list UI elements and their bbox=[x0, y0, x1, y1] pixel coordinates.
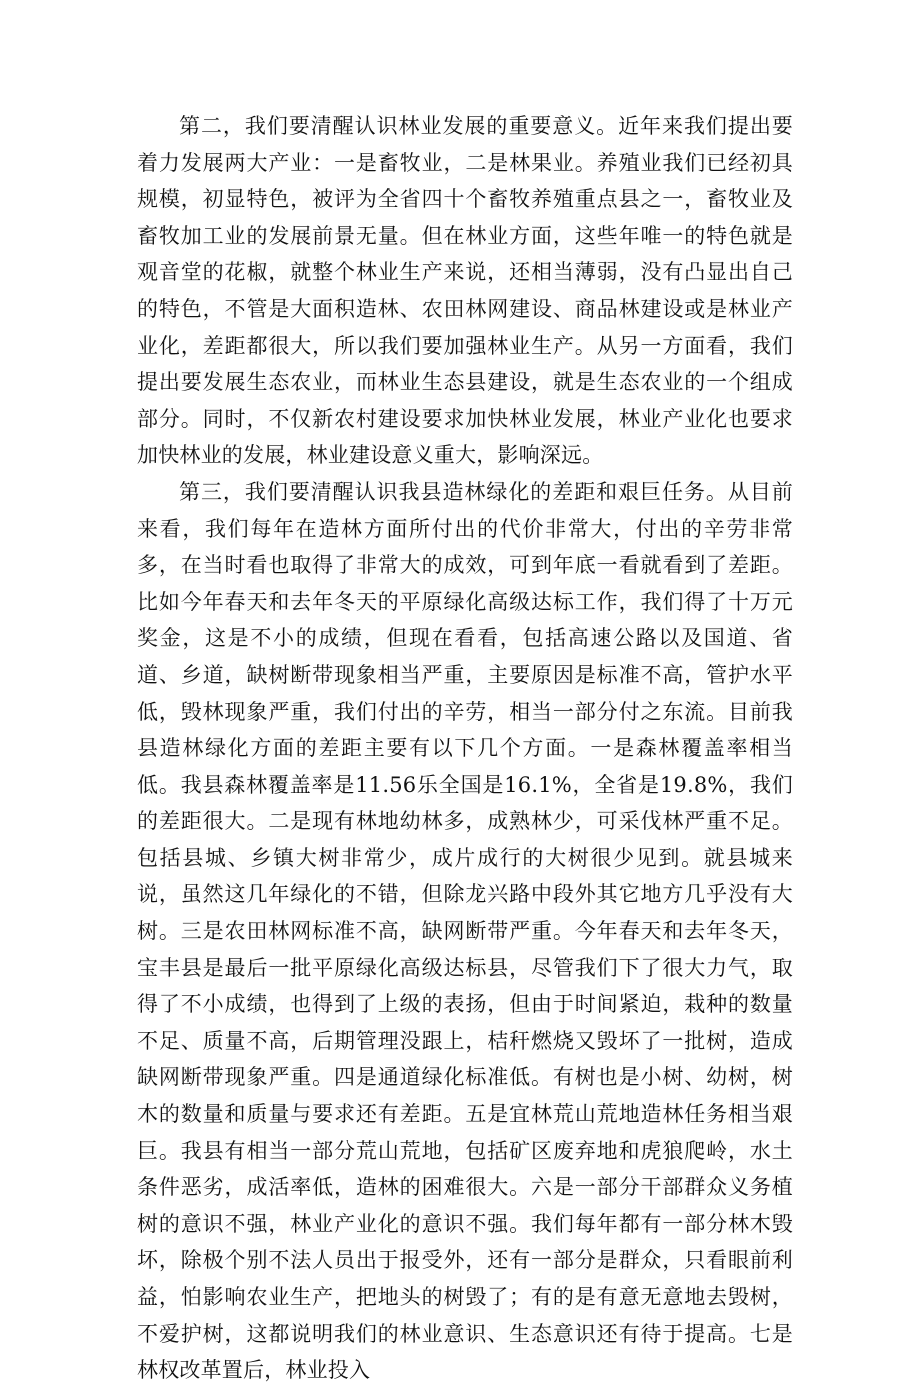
paragraph-second-point: 第二，我们要清醒认识林业发展的重要意义。近年来我们提出要着力发展两大产业：一是畜牧业，二是林果业。养殖业我们已经初具规模，初显特色，被评为全省四十个畜牧养殖重点县之一，畜牧业及畜牧加工业的发展前景无量。但在林业方面，这些年唯一的特色就是观音堂的花椒，就整个林业生产来说，还相当薄弱，没有凸显出自己的特色，不管是大面积造林、农田林网建设、商品林建设或是林业产业化，差距都很大，所以我们要加强林业生产。从另一方面看，我们提出要发展生态农业，而林业生态县建设，就是生态农业的一个组成部分。同时，不仅新农村建设要求加快林业发展，林业产业化也要求加快林业的发展，林业建设意义重大，影响深远。 bbox=[137, 114, 793, 468]
paragraph-third-point: 第三，我们要清醒认识我县造林绿化的差距和艰巨任务。从目前来看，我们每年在造林方面所付出的代价非常大，付出的辛劳非常多，在当时看也取得了非常大的成效，可到年底一看就看到了差距。比如今年春天和去年冬天的平原绿化高级达标工作，我们得了十万元奖金，这是不小的成绩，但现在看看，包括高速公路以及国道、省道、乡道，缺树断带现象相当严重，主要原因是标准不高，管护水平低，毁林现象严重，我们付出的辛劳，相当一部分付之东流。目前我县造林绿化方面的差距主要有以下几个方面。一是森林覆盖率相当低。我县森林覆盖率是11.56乐全国是16.1%，全省是19.8%，我们的差距很大。二是现有林地幼林多，成熟林少，可采伐林严重不足。包括县城、乡镇大树非常少，成片成行的大树很少见到。就县城来说，虽然这几年绿化的不错，但除龙兴路中段外其它地方几乎没有大树。三是农田林网标准不高，缺网断带严重。今年春天和去年冬天，宝丰县是最后一批平原绿化高级达标县，尽管我们下了很大力气，取得了不小成绩，也得到了上级的表扬，但由于时间紧迫，栽种的数量不足、质量不高，后期管理没跟上，桔秆燃烧又毁坏了一批树，造成缺网断带现象严重。四是通道绿化标准低。有树也是小树、幼树，树木的数量和质量与要求还有差距。五是宜林荒山荒地造林任务相当艰巨。我县有相当一部分荒山荒地，包括矿区废弃地和虎狼爬岭，水土条件恶劣，成活率低，造林的困难很大。六是一部分干部群众义务植树的意识不强，林业产业化的意识不强。我们每年都有一部分林木毁坏，除极个别不法人员出于报受外，还有一部分是群众，只看眼前利益，怕影响农业生产，把地头的树毁了；有的是有意无意地去毁树，不爱护树，这都说明我们的林业意识、生态意识还有待于提高。七是林权改革置后，林业投入 bbox=[137, 479, 793, 1383]
document-body bbox=[137, 108, 793, 1389]
